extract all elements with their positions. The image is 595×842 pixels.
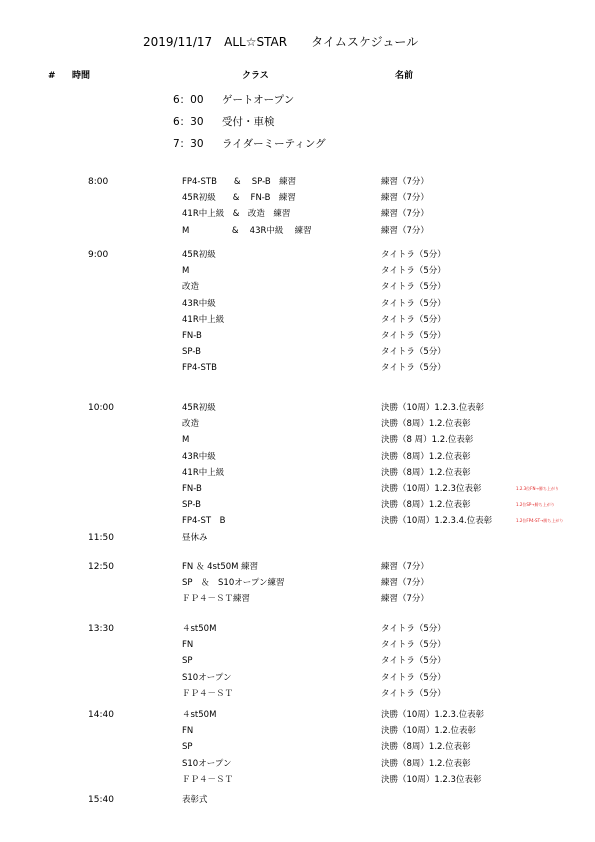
class-cell: M & 43R中級 練習 — [182, 225, 312, 236]
name-cell: タイトラ（5分） — [381, 672, 446, 683]
name-cell: 決勝（8 周）1.2.位表彰 — [381, 435, 474, 446]
class-cell: SP-B — [182, 347, 201, 358]
advance-note: 1.2位SP→勝ち上がり — [516, 502, 555, 508]
class-cell: 改造 — [182, 282, 200, 293]
name-cell: 練習（7分） — [381, 209, 429, 220]
class-cell: FN — [182, 726, 194, 737]
name-cell: タイトラ（5分） — [381, 314, 446, 325]
class-cell: FP4-STB — [182, 363, 217, 374]
header-time: 時間 — [72, 71, 91, 81]
class-cell: FN ＆ 4st50M 練習 — [182, 562, 259, 572]
name-cell: 決勝（8周）1.2.位表彰 — [381, 467, 471, 478]
name-cell: 決勝（10周）1.2.位表彰 — [381, 726, 477, 737]
name-cell: タイトラ（5分） — [381, 656, 446, 667]
name-cell: 決勝（8周）1.2.位表彰 — [381, 742, 471, 753]
class-cell: SP — [182, 742, 193, 753]
class-cell: ＦＰ４－ＳＴ練習 — [182, 594, 251, 605]
class-cell: ＦＰ４－ＳＴ — [182, 774, 234, 785]
name-cell: タイトラ（5分） — [381, 624, 446, 634]
class-cell: 43R中級 — [182, 451, 216, 462]
block-time: 14:40 — [88, 710, 114, 720]
name-cell: タイトラ（5分） — [381, 363, 446, 374]
class-cell: 45R初級 — [182, 250, 216, 260]
class-cell: 43R中級 — [182, 298, 216, 309]
name-cell: 練習（7分） — [381, 177, 429, 187]
class-cell: S10オープン — [182, 758, 232, 769]
name-cell: 決勝（10周）1.2.3位表彰 — [381, 774, 482, 785]
class-cell: S10オープン — [182, 672, 232, 683]
name-cell: タイトラ（5分） — [381, 347, 446, 358]
class-cell: 昼休み — [182, 533, 208, 543]
name-cell: 決勝（8周）1.2.位表彰 — [381, 758, 471, 769]
advance-note: 1.2位FP4-ST→勝ち上がり — [516, 518, 564, 524]
name-cell: 練習（7分） — [381, 562, 429, 572]
block-time: 10:00 — [88, 403, 114, 413]
class-cell: 41R中上級 — [182, 314, 225, 325]
pre-time: 7：30 — [173, 138, 204, 150]
class-cell: SP-B — [182, 500, 201, 511]
class-cell: FP4-ST B — [182, 516, 226, 527]
class-cell: FN — [182, 640, 194, 651]
name-cell: 決勝（8周）1.2.位表彰 — [381, 500, 471, 511]
class-cell: FP4-STB & SP-B 練習 — [182, 177, 297, 187]
name-cell: タイトラ（5分） — [381, 331, 446, 341]
name-cell: タイトラ（5分） — [381, 282, 446, 293]
name-cell: 練習（7分） — [381, 578, 429, 589]
block-time: 12:50 — [88, 562, 114, 572]
advance-note: 1.2.3位FN→勝ち上がり — [516, 486, 559, 491]
name-cell: 練習（7分） — [381, 225, 429, 236]
name-cell: 決勝（10周）1.2.3.位表彰 — [381, 403, 485, 413]
name-cell: 練習（7分） — [381, 193, 429, 204]
name-cell: タイトラ（5分） — [381, 250, 446, 260]
block-time: 8:00 — [88, 177, 109, 187]
block-time: 15:40 — [88, 795, 114, 805]
class-cell: 41R中上級 & 改造 練習 — [182, 209, 291, 220]
block-time: 13:30 — [88, 624, 114, 634]
name-cell: 練習（7分） — [381, 594, 429, 605]
name-cell: タイトラ（5分） — [381, 266, 446, 277]
name-cell: 決勝（10周）1.2.3位表彰 — [381, 484, 482, 494]
block-time: 9:00 — [88, 250, 109, 260]
class-cell: M — [182, 266, 190, 277]
pre-label: 受付・車検 — [222, 116, 275, 128]
pre-label: ゲートオープン — [222, 94, 295, 106]
header-num: # — [48, 71, 56, 81]
class-cell: 45R初級 — [182, 403, 216, 413]
header-class: クラス — [242, 71, 269, 81]
name-cell: タイトラ（5分） — [381, 688, 446, 699]
class-cell: ４st50M — [182, 624, 217, 634]
name-cell: 決勝（8周）1.2.位表彰 — [381, 419, 471, 430]
pre-time: 6：30 — [173, 116, 204, 128]
class-cell: SP ＆ S10オープン練習 — [182, 578, 285, 589]
class-cell: FN-B — [182, 331, 202, 341]
block-time: 11:50 — [88, 533, 114, 543]
class-cell: 41R中上級 — [182, 467, 225, 478]
class-cell: ４st50M — [182, 710, 217, 720]
class-cell: M — [182, 435, 190, 446]
class-cell: SP — [182, 656, 193, 667]
class-cell: FN-B — [182, 484, 202, 494]
pre-label: ライダーミーティング — [222, 138, 326, 150]
name-cell: タイトラ（5分） — [381, 298, 446, 309]
pre-time: 6：00 — [173, 94, 204, 106]
page-title: 2019/11/17 ALL☆STAR タイムスケジュール — [143, 35, 419, 49]
name-cell: 決勝（10周）1.2.3.位表彰 — [381, 710, 485, 720]
header-name: 名前 — [395, 71, 414, 81]
name-cell: タイトラ（5分） — [381, 640, 446, 651]
class-cell: ＦＰ４－ＳＴ — [182, 688, 234, 699]
class-cell: 改造 — [182, 419, 200, 430]
name-cell: 決勝（8周）1.2.位表彰 — [381, 451, 471, 462]
class-cell: 45R初級 & FN-B 練習 — [182, 193, 296, 204]
class-cell: 表彰式 — [182, 795, 208, 805]
name-cell: 決勝（10周）1.2.3.4.位表彰 — [381, 516, 493, 527]
